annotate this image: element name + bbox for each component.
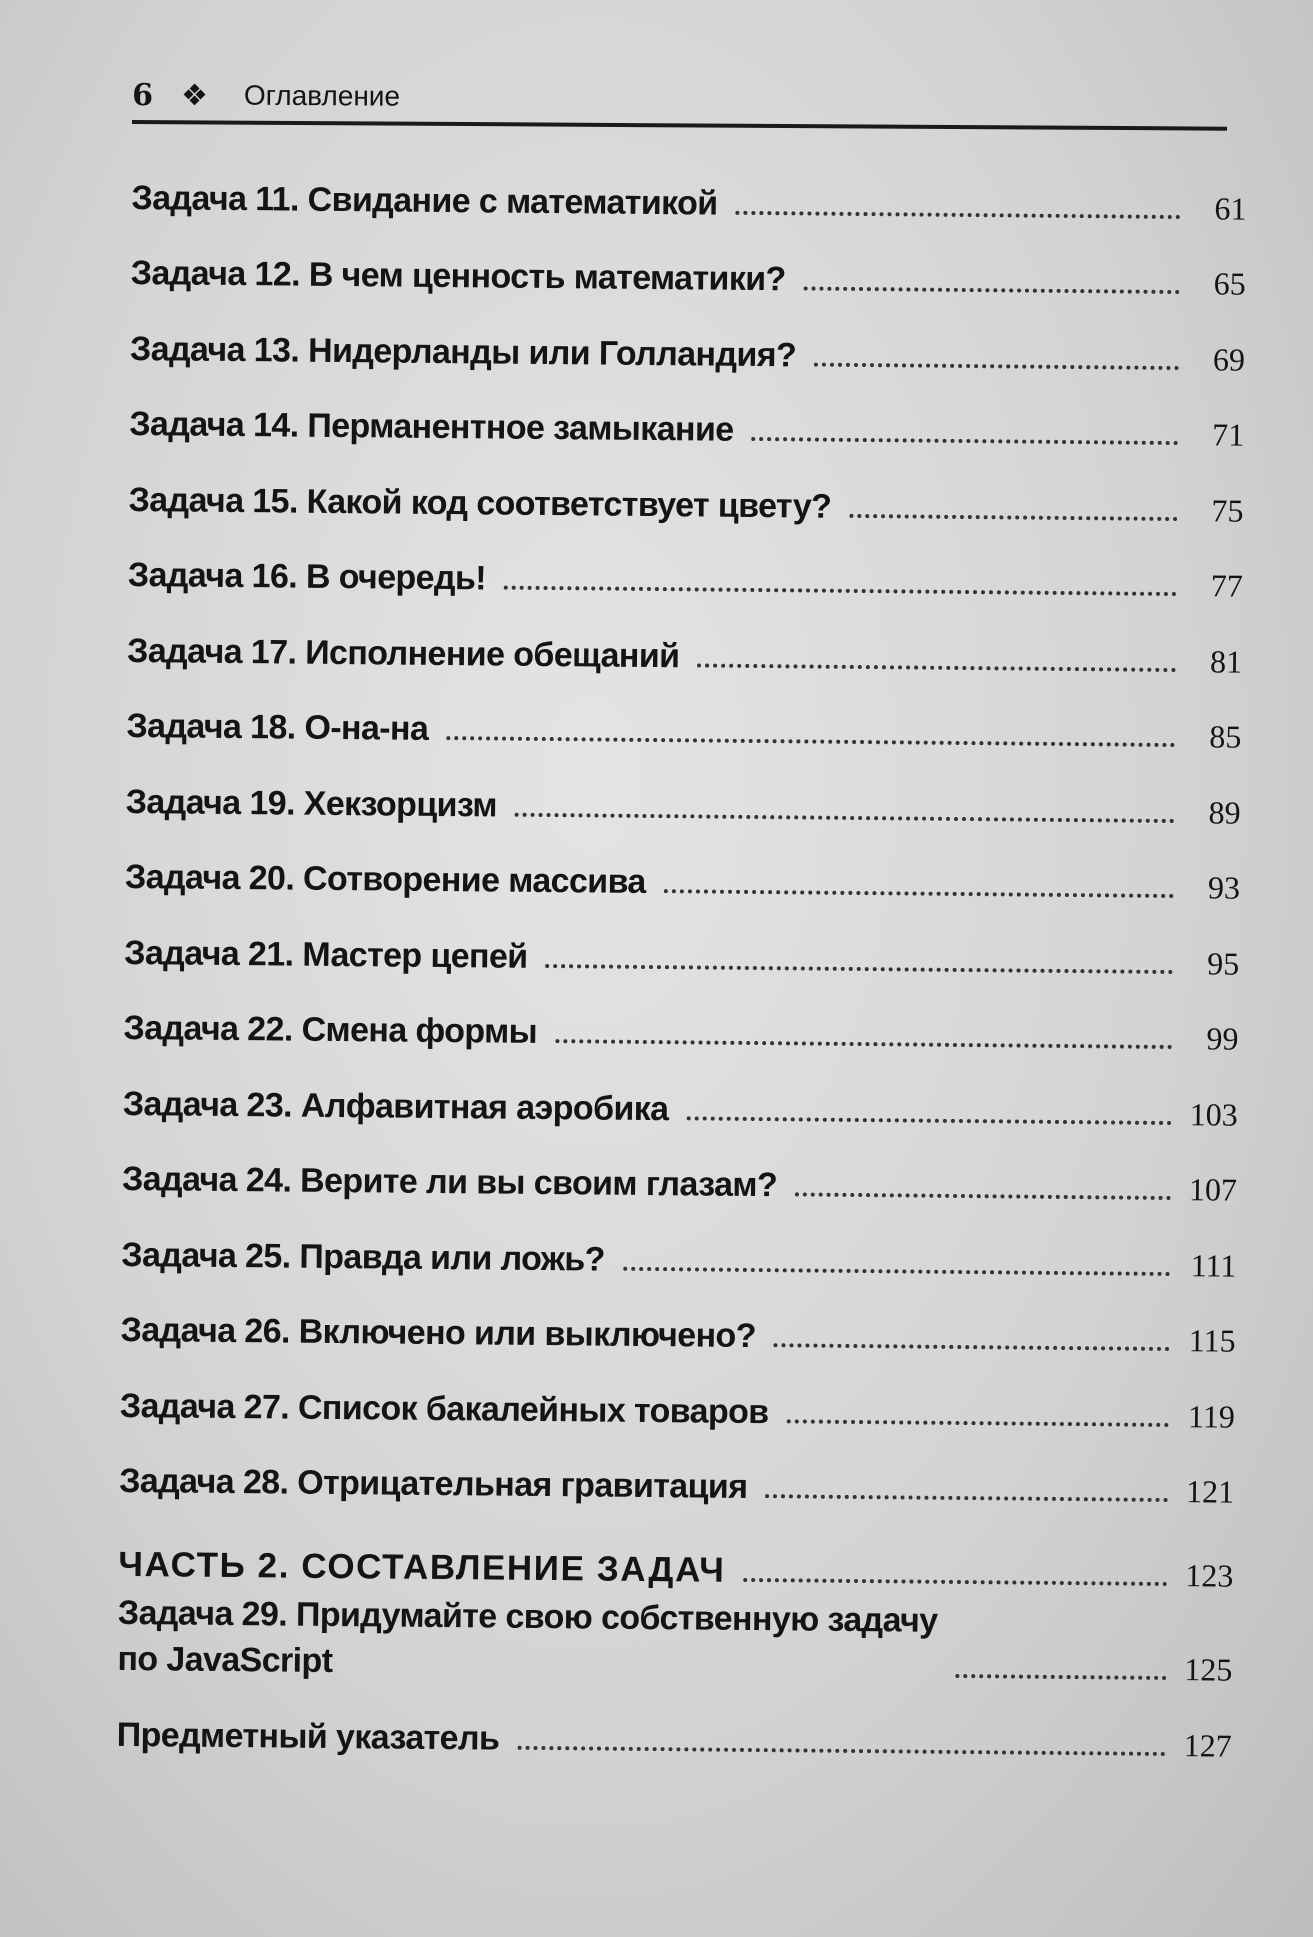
toc-entry-title: Задача 20. Сотворение массива bbox=[124, 857, 646, 901]
dot-leader bbox=[735, 210, 1180, 218]
toc-entry-26 bbox=[120, 1277, 1236, 1363]
dot-leader bbox=[751, 437, 1178, 445]
toc-entry-page: 75 bbox=[1211, 491, 1244, 529]
dot-leader bbox=[765, 1494, 1168, 1502]
toc-entry-25 bbox=[121, 1202, 1237, 1288]
dot-leader bbox=[786, 1419, 1168, 1427]
toc-entry-page: 127 bbox=[1183, 1726, 1232, 1764]
dot-leader bbox=[623, 1266, 1170, 1275]
toc-entry-title: Задача 23. Алфавитная аэробика bbox=[122, 1084, 669, 1128]
toc-entry-15 bbox=[128, 447, 1244, 533]
dot-leader bbox=[517, 1745, 1165, 1755]
toc-entry-page: 107 bbox=[1188, 1171, 1238, 1208]
toc-entry-title: Задача 13. Нидерланды или Голландия? bbox=[129, 329, 797, 374]
toc-entry-page: 95 bbox=[1207, 944, 1240, 982]
toc-entry-title-line2: по JavaScript bbox=[117, 1639, 333, 1680]
dot-leader bbox=[545, 964, 1173, 974]
toc-entry-index bbox=[117, 1682, 1233, 1768]
toc-entry-22 bbox=[123, 975, 1239, 1061]
running-header bbox=[132, 70, 1227, 131]
toc-entry-title: Задача 25. Правда или ложь? bbox=[121, 1235, 606, 1279]
toc-entry-title-multiline bbox=[117, 1590, 937, 1690]
toc-entry-title: Задача 26. Включено или выключено? bbox=[120, 1310, 757, 1356]
toc-entry-13 bbox=[130, 296, 1246, 382]
dot-leader bbox=[504, 586, 1177, 596]
toc-entry-28 bbox=[119, 1428, 1235, 1514]
toc-entry-title: Задача 21. Мастер цепей bbox=[124, 933, 528, 976]
toc-entry-title: Задача 22. Смена формы bbox=[123, 1008, 538, 1051]
dot-leader bbox=[804, 286, 1180, 294]
toc-entry-11 bbox=[131, 145, 1247, 231]
toc-entry-title: Задача 28. Отрицательная гравитация bbox=[118, 1461, 748, 1506]
toc-entry-page: 115 bbox=[1188, 1322, 1236, 1359]
toc-entry-page: 71 bbox=[1212, 416, 1245, 453]
toc-entry-24 bbox=[122, 1126, 1238, 1212]
dot-leader bbox=[686, 1116, 1171, 1125]
toc-entry-title: Задача 15. Какой код соответствует цвету? bbox=[128, 480, 832, 526]
toc-entry-title: Задача 24. Верите ли вы своим глазам? bbox=[121, 1159, 778, 1205]
toc-entry-title: Задача 12. В чем ценность математики? bbox=[130, 253, 786, 299]
toc-entry-16 bbox=[128, 522, 1244, 608]
toc-entry-19 bbox=[125, 749, 1241, 835]
toc-entry-18 bbox=[126, 673, 1242, 759]
dot-leader bbox=[795, 1192, 1171, 1200]
toc-entry-23 bbox=[123, 1051, 1239, 1137]
toc-entry-title: Задача 16. В очередь! bbox=[127, 555, 487, 598]
dot-leader bbox=[955, 1674, 1166, 1680]
ornament-icon: ❖ bbox=[180, 77, 209, 113]
toc-entry-page: 119 bbox=[1187, 1397, 1236, 1435]
toc-entry-page: 121 bbox=[1185, 1473, 1235, 1510]
toc-entry-14 bbox=[129, 371, 1245, 457]
toc-entry-title: Предметный указатель bbox=[116, 1715, 500, 1758]
table-of-contents bbox=[117, 145, 1247, 1768]
toc-entry-title: Задача 11. Свидание с математикой bbox=[131, 178, 718, 223]
toc-entry-title-line1: Задача 29. Придумайте свою собственную задачу bbox=[117, 1593, 938, 1640]
dot-leader bbox=[697, 663, 1176, 672]
toc-entry-27 bbox=[120, 1353, 1236, 1439]
toc-entry-title: Задача 18. О-на-на bbox=[126, 706, 429, 748]
toc-entry-17 bbox=[127, 598, 1243, 684]
toc-part-title: ЧАСТЬ 2. СОСТАВЛЕНИЕ ЗАДАЧ bbox=[118, 1544, 726, 1590]
toc-entry-page: 125 bbox=[1184, 1651, 1233, 1688]
dot-leader bbox=[446, 736, 1175, 747]
toc-entry-page: 81 bbox=[1209, 642, 1243, 680]
dot-leader bbox=[774, 1343, 1170, 1351]
toc-entry-page: 69 bbox=[1212, 340, 1246, 378]
toc-entry-page: 111 bbox=[1190, 1246, 1237, 1284]
toc-entry-page: 123 bbox=[1185, 1557, 1234, 1594]
dot-leader bbox=[743, 1578, 1167, 1586]
toc-entry-page: 61 bbox=[1214, 189, 1247, 227]
toc-entry-page: 93 bbox=[1207, 869, 1241, 906]
toc-entry-21 bbox=[124, 900, 1240, 986]
toc-entry-title: Задача 27. Список бакалейных товаров bbox=[119, 1386, 769, 1431]
toc-entry-29 bbox=[117, 1588, 1233, 1693]
page-number: 6 bbox=[132, 77, 154, 113]
section-title: Оглавление bbox=[243, 79, 401, 112]
dot-leader bbox=[664, 889, 1174, 898]
dot-leader bbox=[515, 812, 1175, 822]
toc-entry-page: 99 bbox=[1206, 1020, 1239, 1057]
toc-part-2 bbox=[118, 1504, 1234, 1599]
toc-entry-20 bbox=[125, 824, 1241, 910]
toc-entry-title: Задача 17. Исполнение обещаний bbox=[126, 631, 680, 675]
dot-leader bbox=[849, 513, 1177, 520]
toc-entry-page: 77 bbox=[1210, 567, 1243, 604]
dot-leader bbox=[555, 1039, 1172, 1049]
toc-entry-page: 65 bbox=[1213, 265, 1246, 302]
toc-entry-page: 103 bbox=[1189, 1095, 1238, 1133]
dot-leader bbox=[814, 362, 1179, 370]
toc-entry-12 bbox=[131, 220, 1247, 306]
toc-entry-title: Задача 19. Хекзорцизм bbox=[125, 782, 498, 825]
toc-entry-page: 85 bbox=[1209, 718, 1242, 755]
toc-entry-page: 89 bbox=[1208, 793, 1241, 831]
toc-entry-title: Задача 14. Перманентное замыкание bbox=[129, 404, 734, 449]
